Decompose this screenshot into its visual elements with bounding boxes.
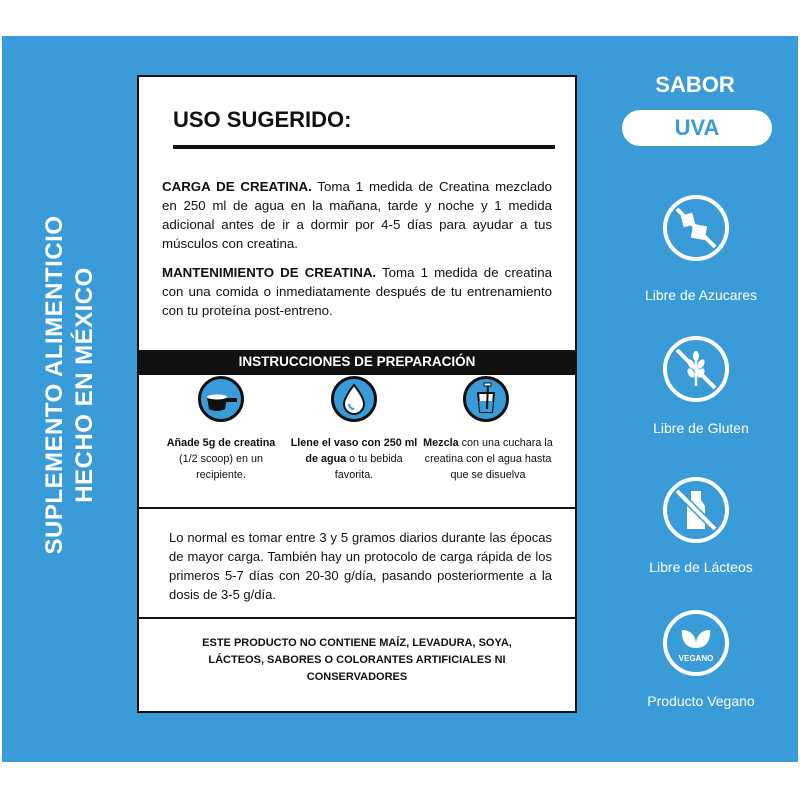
glass-spoon-icon (463, 376, 509, 422)
vertical-side-text (40, 215, 100, 554)
vegan-leaf-icon (663, 610, 729, 676)
step-3-bold: Mezcla (423, 437, 459, 449)
title-underline (173, 145, 555, 149)
water-drop-icon (331, 376, 377, 422)
maintenance-label: MANTENIMIENTO DE CREATINA. (162, 265, 377, 280)
maintenance-text: Toma 1 medida de creatina con una comida o inmediatamente después de tu entrenamiento con tu proteína post-entreno. (162, 265, 552, 318)
step-2-rest: o tu bebida favorita. (334, 453, 403, 481)
no-sugar-icon (663, 195, 729, 261)
badge-label-dairy: Libre de Lácteos (649, 559, 753, 575)
instructions-header: INSTRUCCIONES DE PREPARACIÓN (139, 350, 575, 374)
vegan-badge-text: VEGANO (678, 654, 714, 663)
step-1-text (156, 435, 286, 483)
separator-1 (139, 507, 575, 509)
instructions-underline (139, 373, 575, 375)
loading-text: Toma 1 medida de Creatina mezclado en 250 ml de agua en la mañana, tarde y noche y 1 medida adicional antes de ir a dormir por 4-5 días para ayudar a tus músculos con creatina. (162, 179, 552, 251)
card-title: USO SUGERIDO: (173, 107, 352, 132)
ingredients-disclaimer: ESTE PRODUCTO NO CONTIENE MAÍZ, LEVADURA, SOYA, LÁCTEOS, SABORES O COLORANTES ARTIFICIALES NI CONSERVADORES (202, 637, 512, 683)
dosage-note: Lo normal es tomar entre 3 y 5 gramos diarios durante las épocas de mayor carga. También hay un protocolo de carga rápida de los primeros 5-7 días con 20-30 g/día, pasando posteriormente a la dosis de 3-5 g/día. (169, 530, 552, 602)
scoop-icon (198, 376, 244, 422)
maintenance-paragraph (162, 263, 552, 320)
step-1-rest: (1/2 scoop) en un recipiente. (178, 453, 264, 481)
side-line-1: SUPLEMENTO ALIMENTICIO (41, 215, 68, 555)
step-2-text (289, 435, 419, 483)
badge-label-gluten: Libre de Gluten (653, 420, 749, 436)
side-line-2: HECHO EN MÉXICO (71, 267, 98, 503)
flavor-label: SABOR (655, 72, 735, 97)
flavor-value-pill: UVA (622, 110, 772, 146)
badge-label-vegan: Producto Vegano (647, 693, 755, 709)
separator-2 (139, 617, 575, 619)
loading-label: CARGA DE CREATINA. (162, 179, 312, 194)
step-2-bold: Llene el vaso con 250 ml de agua (290, 437, 418, 465)
loading-paragraph (162, 177, 552, 253)
step-1-bold: Añade 5g de creatina (166, 437, 276, 449)
suggested-use-card (137, 75, 577, 713)
step-3-text (423, 435, 553, 483)
no-dairy-icon (663, 477, 729, 543)
badge-label-sugar: Libre de Azucares (644, 287, 758, 303)
step-3-rest: con una cuchara la creatina con el agua hasta que se disuelva (424, 437, 553, 481)
no-gluten-icon (663, 336, 729, 402)
